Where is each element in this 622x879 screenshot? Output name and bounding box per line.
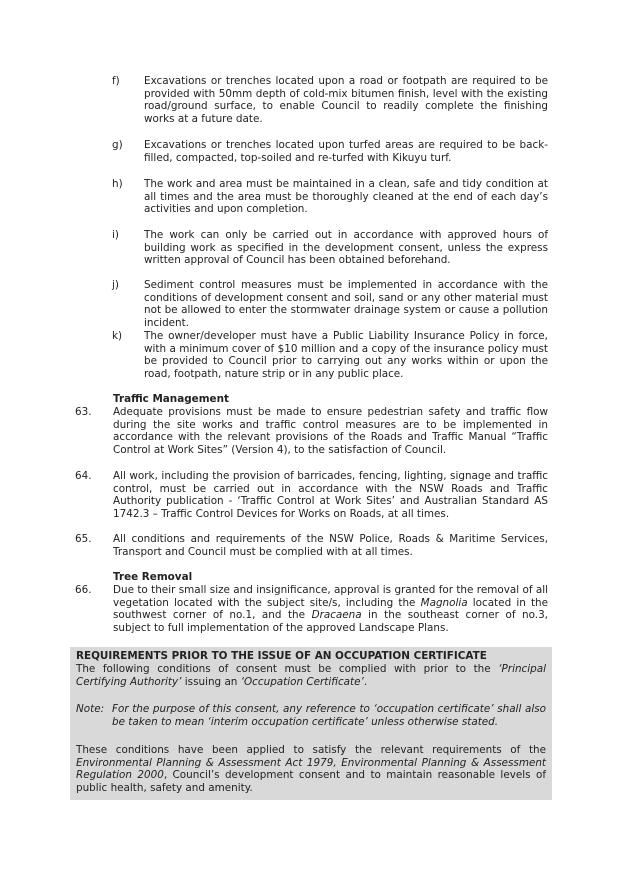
- condition-item-k: [112, 330, 548, 380]
- condition-text: Adequate provisions must be made to ensure pedestrian safety and traffic flow during the site works and traffic control measures are to be implemented in accordance with the relevant provisions of the Roads and Traffic Manual “Traffic Control at Work Sites” (Version 4), to the satisfaction of Council.: [113, 406, 548, 456]
- item-text: The work and area must be maintained in a clean, safe and tidy condition at all times and the area must be thoroughly cleaned at the end of each day’s activities and upon completion.: [144, 178, 548, 216]
- condition-66: [75, 584, 548, 634]
- condition-text: All conditions and requirements of the NSW Police, Roads & Maritime Services, Transport and Council must be complied with at all times.: [113, 533, 548, 558]
- item-text: The work can only be carried out in accordance with approved hours of building work as specified in the development consent, unless the express written approval of Council has been obtained beforehand.: [144, 229, 548, 267]
- box-closing-paragraph: These conditions have been applied to satisfy the relevant requirements of the Environmental Planning & Assessment Act 1979, Environmental Planning & Assessment Regulation 2000, Council’s development consent and to maintain reasonable levels of public health, safety and amenity.: [76, 744, 546, 794]
- condition-item-h: [112, 178, 548, 216]
- condition-63: [75, 406, 548, 456]
- item-text: Excavations or trenches located upon turfed areas are required to be back-filled, compacted, top-soiled and re-turfed with Kikuyu turf.: [144, 139, 548, 164]
- magnolia-term: Magnolia: [420, 596, 468, 609]
- item-label: i): [112, 229, 119, 241]
- dracaena-term: Dracaena: [311, 609, 362, 622]
- condition-item-g: [112, 139, 548, 164]
- box-title: REQUIREMENTS PRIOR TO THE ISSUE OF AN OCCUPATION CERTIFICATE: [76, 650, 487, 662]
- item-text: The owner/developer must have a Public Liability Insurance Policy in force, with a minimum cover of $10 million and a copy of the insurance policy must be provided to Council prior to carrying out any works within or upon the road, footpath, nature strip or in any public place.: [144, 330, 548, 380]
- condition-number: 63.: [75, 406, 92, 418]
- box-intro-paragraph: The following conditions of consent must be complied with prior to the ‘Principal Certifying Authority’ issuing an ‘Occupation Certificate’.: [76, 663, 546, 688]
- condition-text: All work, including the provision of barricades, fencing, lighting, signage and traffic control, must be carried out in accordance with the NSW Roads and Traffic Authority publication - ‘Traffic Control at Work Sites’ and Australian Standard AS 1742.3 – Traffic Control Devices for Works on Roads, at all times.: [113, 470, 548, 520]
- item-label: j): [112, 279, 119, 291]
- condition-item-f: [112, 75, 548, 125]
- condition-item-j: [112, 279, 548, 329]
- item-text: Excavations or trenches located upon a road or footpath are required to be provided with 50mm depth of cold-mix bitumen finish, level with the existing road/ground surface, to enable Council to readily complete the finishing works at a future date.: [144, 75, 548, 125]
- note-label: Note:: [76, 703, 105, 715]
- item-label: h): [112, 178, 123, 190]
- item-text: Sediment control measures must be implemented in accordance with the conditions of development consent and soil, sand or any other material must not be allowed to enter the stormwater drainage system or cause a pollution incident.: [144, 279, 548, 329]
- note-text: For the purpose of this consent, any reference to ‘occupation certificate’ shall also be taken to mean ‘interim occupation certificate’ unless otherwise stated.: [112, 703, 546, 728]
- item-label: k): [112, 330, 123, 342]
- item-label: g): [112, 139, 123, 151]
- condition-number: 66.: [75, 584, 92, 596]
- tree-removal-heading: Tree Removal: [113, 571, 193, 583]
- condition-text: Due to their small size and insignificance, approval is granted for the removal of all vegetation located with the subject site/s, including the Magnolia located in the southwest corner of no.1, and the Dracaena in the southeast corner of no.3, subject to full implementation of the approved Landscape Plans.: [113, 584, 548, 634]
- occupation-certificate-box: [70, 647, 552, 800]
- item-label: f): [112, 75, 120, 87]
- condition-64: [75, 470, 548, 520]
- condition-number: 64.: [75, 470, 92, 482]
- condition-65: [75, 533, 548, 558]
- condition-item-i: [112, 229, 548, 267]
- traffic-management-heading: Traffic Management: [113, 393, 229, 405]
- condition-number: 65.: [75, 533, 92, 545]
